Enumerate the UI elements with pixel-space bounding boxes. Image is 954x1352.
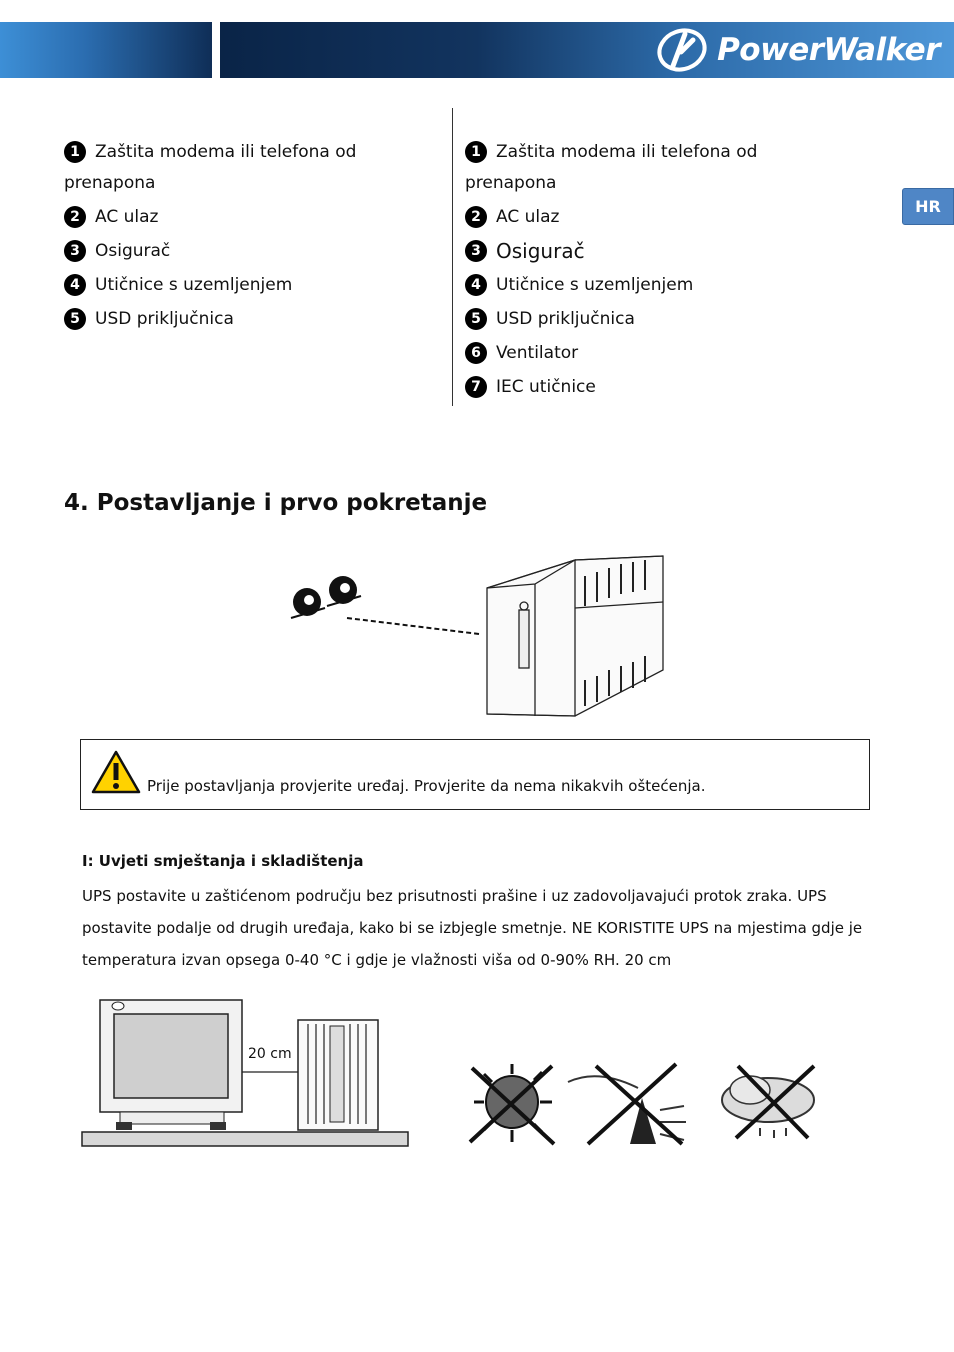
number-badge-icon: 4 — [465, 274, 487, 296]
left-list-item — [64, 239, 444, 263]
no-heat-sun-icon — [470, 1064, 554, 1144]
left-list-item-text: USD priključnica — [95, 309, 234, 329]
number-badge-icon: 6 — [465, 342, 487, 364]
right-list-item — [465, 307, 885, 331]
ups-inspection-figure — [285, 550, 675, 722]
right-list-item — [465, 171, 885, 195]
header-left-bar — [0, 22, 212, 78]
warning-triangle-icon — [91, 750, 141, 794]
no-exposure-vent-icon — [568, 1064, 686, 1144]
brand-logo — [653, 24, 940, 76]
right-list-item — [465, 205, 885, 229]
subsection-paragraph: UPS postavite u zaštićenom području bez prisutnosti prašine i uz zadovoljavajući protok zraka. UPS postavite podalje od drugih uređaja, kako bi se izbjegle smetnje. NE KORISTITE UPS na mjestima gdje je temperatura izvan opsega 0-40 °C i gdje je vlažnosti viša od 0-90% RH. 20 cm — [82, 887, 863, 969]
number-badge-icon: 3 — [64, 240, 86, 262]
number-badge-icon: 5 — [64, 308, 86, 330]
left-list-item — [64, 307, 444, 331]
left-list-item — [64, 171, 444, 195]
column-divider — [452, 108, 453, 406]
prohibited-conditions-figure — [460, 1058, 840, 1152]
number-badge-icon: 4 — [64, 274, 86, 296]
number-badge-icon: 1 — [64, 141, 86, 163]
left-list-item-text: Utičnice s uzemljenjem — [95, 275, 293, 295]
right-list-item-text: Zaštita modema ili telefona od — [496, 142, 758, 162]
monitor-icon — [100, 1000, 242, 1130]
warning-box — [80, 739, 870, 810]
powerwalker-logo-icon — [653, 26, 711, 74]
brand-name: PowerWalker — [717, 32, 940, 68]
right-list-item-text: USD priključnica — [496, 309, 635, 329]
right-parts-list — [465, 140, 885, 409]
right-list-item — [465, 273, 885, 297]
eyes-icon — [291, 576, 361, 618]
left-list-item — [64, 273, 444, 297]
left-list-item-text: Osigurač — [95, 241, 171, 261]
number-badge-icon: 7 — [465, 376, 487, 398]
language-badge: HR — [902, 188, 954, 225]
subsection-title: I: Uvjeti smještanja i skladištenja — [82, 852, 364, 870]
distance-label: 20 cm — [248, 1046, 292, 1062]
left-list-item-text: AC ulaz — [95, 207, 159, 227]
right-list-item — [465, 239, 885, 263]
section-title: 4. Postavljanje i prvo pokretanje — [64, 490, 488, 516]
warning-text: Prije postavljanja provjerite uređaj. Provjerite da nema nikakvih oštećenja. — [147, 777, 706, 795]
right-list-item-text: Ventilator — [496, 343, 579, 363]
right-list-item — [465, 140, 885, 164]
placement-distance-figure — [80, 996, 412, 1150]
no-rain-cloud-icon — [722, 1066, 814, 1138]
number-badge-icon: 2 — [64, 206, 86, 228]
ups-unit-icon — [487, 556, 663, 716]
left-list-item-text: prenapona — [64, 173, 156, 193]
number-badge-icon: 2 — [465, 206, 487, 228]
left-list-item-text: Zaštita modema ili telefona od — [95, 142, 357, 162]
right-list-item-text: Utičnice s uzemljenjem — [496, 275, 694, 295]
right-list-item-text: Osigurač — [496, 239, 585, 263]
right-list-item — [465, 341, 885, 365]
header-bar — [220, 22, 954, 78]
right-list-item — [465, 375, 885, 399]
left-list-item — [64, 205, 444, 229]
right-list-item-text: IEC utičnice — [496, 377, 596, 397]
ups-unit-icon — [298, 1020, 378, 1130]
number-badge-icon: 5 — [465, 308, 487, 330]
right-list-item-text: AC ulaz — [496, 207, 560, 227]
left-parts-list — [64, 140, 444, 341]
right-list-item-text: prenapona — [465, 173, 557, 193]
left-list-item — [64, 140, 444, 164]
number-badge-icon: 1 — [465, 141, 487, 163]
number-badge-icon: 3 — [465, 240, 487, 262]
